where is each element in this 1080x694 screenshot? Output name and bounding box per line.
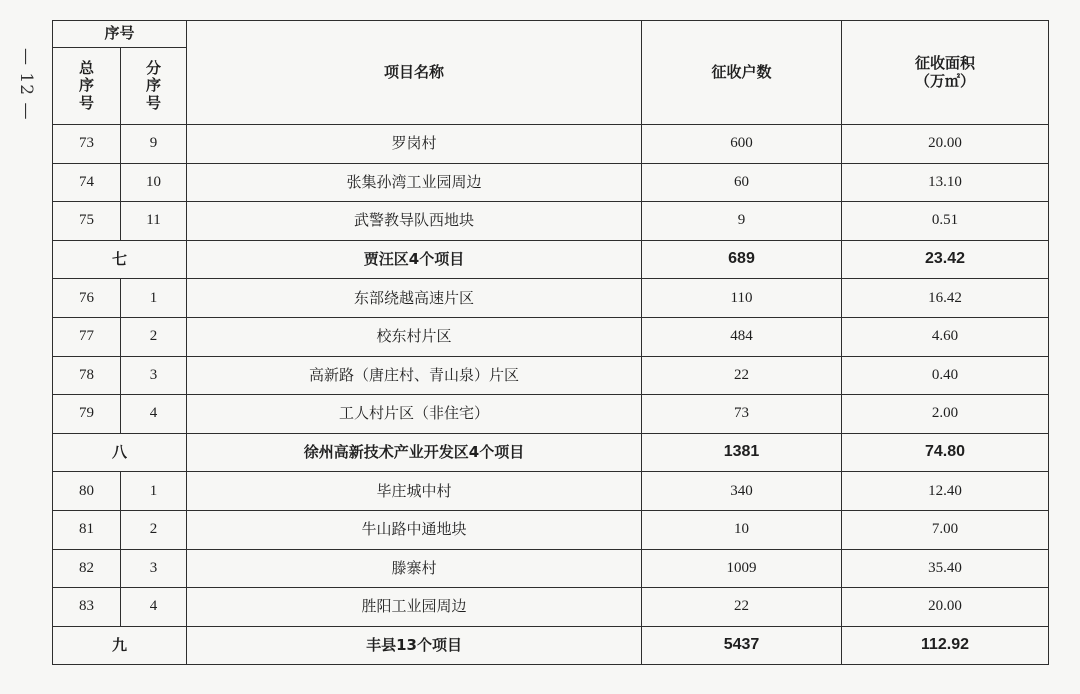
- sub-seq-cell: 3: [121, 356, 187, 395]
- project-name-cell: 毕庄城中村: [187, 472, 642, 511]
- header-seq-group: 序号: [53, 21, 187, 48]
- sub-seq-cell: 2: [121, 510, 187, 549]
- sub-seq-cell: 9: [121, 125, 187, 164]
- district-number: 八: [53, 433, 187, 472]
- households-cell: 1009: [642, 549, 842, 588]
- area-cell: 112.92: [842, 626, 1049, 665]
- table-row: [53, 588, 1049, 627]
- table-row: [53, 202, 1049, 241]
- sub-seq-cell: 4: [121, 588, 187, 627]
- area-cell: 2.00: [842, 395, 1049, 434]
- project-name-cell: 牛山路中通地块: [187, 510, 642, 549]
- area-cell: 35.40: [842, 549, 1049, 588]
- header-households: 征收户数: [642, 21, 842, 125]
- project-name-cell: 张集孙湾工业园周边: [187, 163, 642, 202]
- area-cell: 16.42: [842, 279, 1049, 318]
- households-cell: 60: [642, 163, 842, 202]
- table-row: [53, 395, 1049, 434]
- total-seq-cell: 82: [53, 549, 121, 588]
- table-row: [53, 125, 1049, 164]
- header-total-seq: 总 序 号: [53, 48, 121, 125]
- header-sub-seq: 分 序 号: [121, 48, 187, 125]
- area-cell: 20.00: [842, 588, 1049, 627]
- area-cell: 12.40: [842, 472, 1049, 511]
- table-row: [53, 510, 1049, 549]
- area-cell: 23.42: [842, 240, 1049, 279]
- area-cell: 74.80: [842, 433, 1049, 472]
- page-number: — 12 —: [16, 48, 36, 121]
- total-seq-cell: 76: [53, 279, 121, 318]
- subtotal-row: [53, 240, 1049, 279]
- sub-seq-cell: 1: [121, 472, 187, 511]
- households-cell: 5437: [642, 626, 842, 665]
- area-cell: 0.40: [842, 356, 1049, 395]
- project-name-cell: 徐州高新技术产业开发区4个项目: [187, 433, 642, 472]
- table-row: [53, 317, 1049, 356]
- district-number: 七: [53, 240, 187, 279]
- households-cell: 484: [642, 317, 842, 356]
- total-seq-cell: 83: [53, 588, 121, 627]
- project-name-cell: 工人村片区（非住宅）: [187, 395, 642, 434]
- table-row: [53, 279, 1049, 318]
- expropriation-table: [52, 20, 1049, 665]
- sub-seq-cell: 10: [121, 163, 187, 202]
- area-cell: 13.10: [842, 163, 1049, 202]
- project-name-cell: 东部绕越高速片区: [187, 279, 642, 318]
- table-row: [53, 549, 1049, 588]
- total-seq-cell: 81: [53, 510, 121, 549]
- households-cell: 340: [642, 472, 842, 511]
- total-seq-cell: 77: [53, 317, 121, 356]
- header-project-name: 项目名称: [187, 21, 642, 125]
- households-cell: 22: [642, 588, 842, 627]
- area-cell: 20.00: [842, 125, 1049, 164]
- households-cell: 110: [642, 279, 842, 318]
- total-seq-cell: 73: [53, 125, 121, 164]
- sub-seq-cell: 4: [121, 395, 187, 434]
- table-body: [53, 125, 1049, 665]
- households-cell: 1381: [642, 433, 842, 472]
- sub-seq-cell: 3: [121, 549, 187, 588]
- subtotal-row: [53, 626, 1049, 665]
- project-name-cell: 滕寨村: [187, 549, 642, 588]
- households-cell: 689: [642, 240, 842, 279]
- project-name-cell: 丰县13个项目: [187, 626, 642, 665]
- households-cell: 600: [642, 125, 842, 164]
- area-cell: 4.60: [842, 317, 1049, 356]
- sub-seq-cell: 1: [121, 279, 187, 318]
- subtotal-row: [53, 433, 1049, 472]
- project-name-cell: 胜阳工业园周边: [187, 588, 642, 627]
- table-row: [53, 163, 1049, 202]
- table-row: [53, 356, 1049, 395]
- project-name-cell: 校东村片区: [187, 317, 642, 356]
- sub-seq-cell: 11: [121, 202, 187, 241]
- households-cell: 22: [642, 356, 842, 395]
- header-area: 征收面积 （万㎡）: [842, 21, 1049, 125]
- total-seq-cell: 80: [53, 472, 121, 511]
- households-cell: 10: [642, 510, 842, 549]
- project-name-cell: 高新路（唐庄村、青山泉）片区: [187, 356, 642, 395]
- district-number: 九: [53, 626, 187, 665]
- total-seq-cell: 79: [53, 395, 121, 434]
- project-name-cell: 武警教导队西地块: [187, 202, 642, 241]
- project-name-cell: 罗岗村: [187, 125, 642, 164]
- area-cell: 7.00: [842, 510, 1049, 549]
- households-cell: 73: [642, 395, 842, 434]
- table-row: [53, 472, 1049, 511]
- households-cell: 9: [642, 202, 842, 241]
- sub-seq-cell: 2: [121, 317, 187, 356]
- total-seq-cell: 74: [53, 163, 121, 202]
- total-seq-cell: 78: [53, 356, 121, 395]
- area-cell: 0.51: [842, 202, 1049, 241]
- project-name-cell: 贾汪区4个项目: [187, 240, 642, 279]
- total-seq-cell: 75: [53, 202, 121, 241]
